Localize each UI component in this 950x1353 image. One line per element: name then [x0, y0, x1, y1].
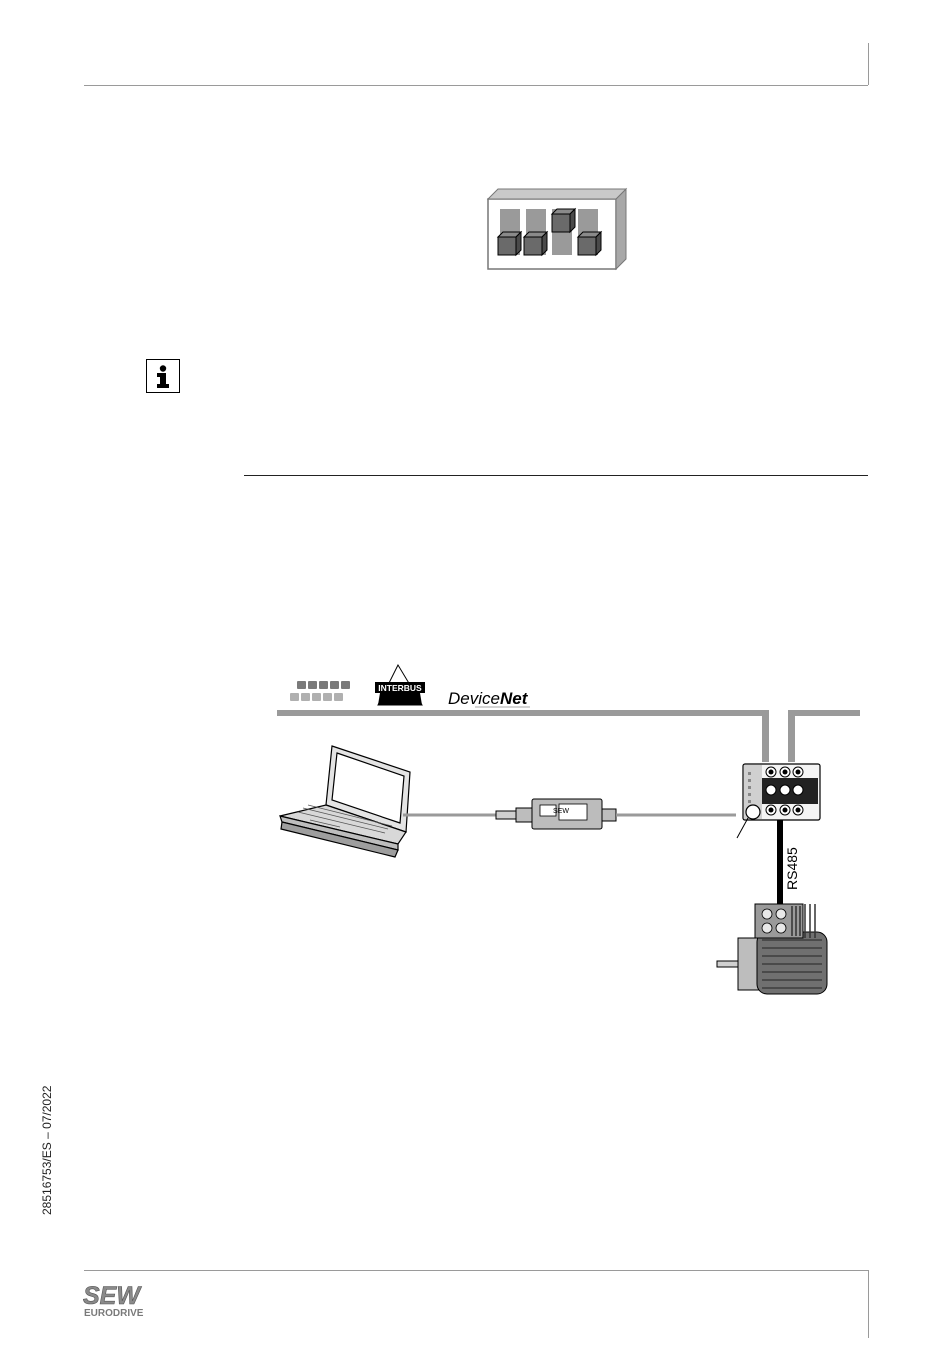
- logo-eurodrive-text: EURODRIVE: [84, 1308, 144, 1319]
- logo-sew-text: SEW: [83, 1283, 140, 1310]
- sew-eurodrive-logo: [83, 1283, 157, 1319]
- devicenet-text-a: Dev: [448, 689, 479, 708]
- svg-text:DeviceNet: [448, 689, 529, 708]
- devicenet-text-b: ice: [478, 689, 500, 708]
- system-diagram: [270, 660, 870, 1005]
- footer-rule: [84, 1270, 868, 1271]
- rs485-line: [777, 820, 783, 905]
- devicenet-logo: [448, 689, 530, 708]
- devicenet-text-c: Net: [499, 689, 528, 708]
- profibus-logo: [290, 681, 350, 701]
- interbus-text: INTERBUS: [378, 683, 422, 693]
- interbus-logo: [375, 665, 425, 705]
- footer-side-rule: [868, 1270, 869, 1338]
- usb-adapter-icon: [496, 799, 616, 829]
- adapter-label: SEW: [553, 808, 569, 815]
- header-rule: [84, 85, 868, 86]
- motor-icon: [717, 904, 827, 994]
- section-rule: [244, 475, 868, 476]
- laptop-icon: [280, 746, 410, 857]
- module-icon: [486, 187, 628, 273]
- header-side-rule: [868, 43, 869, 85]
- rs485-label: RS485: [784, 847, 800, 890]
- document-reference: 28516753/ES – 07/2022: [40, 1085, 54, 1215]
- fieldbus-line: [277, 710, 769, 716]
- info-icon: [146, 359, 180, 393]
